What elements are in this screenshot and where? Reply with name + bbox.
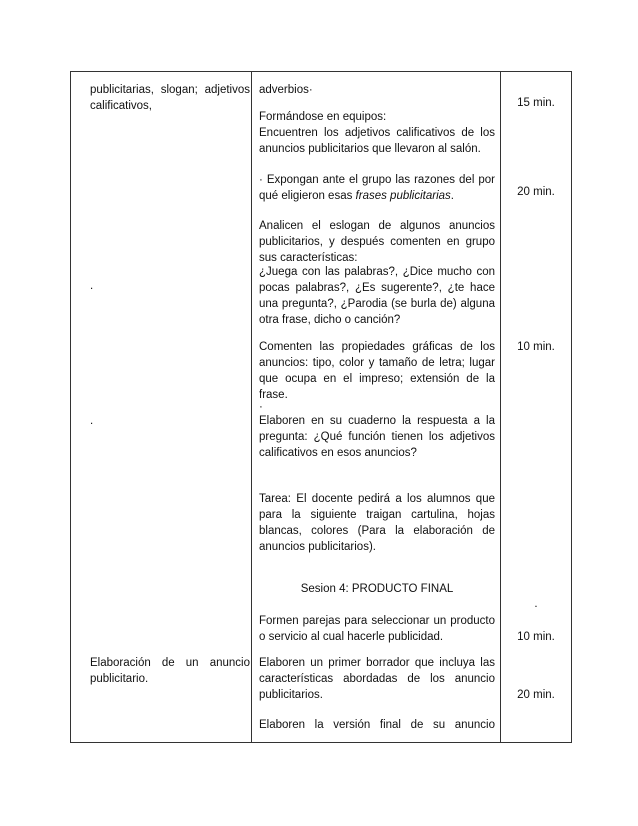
activity-text-part: qué eligieron esas (259, 190, 356, 202)
activity-text: Elaboren un primer borrador que incluya las (259, 657, 495, 669)
activities-column (252, 72, 501, 743)
activity-text: que ocupa en el impreso; extensión de la (259, 373, 495, 385)
activity-text: otra frase, dicho o canción? (259, 314, 401, 326)
activity-text: anuncios publicitarios). (259, 541, 376, 553)
activity-text: anuncios: tipo, color y tamaño de letra; lugar (259, 357, 495, 369)
content-column (71, 72, 252, 743)
activity-text: Tarea: El docente pedirá a los alumnos que (259, 493, 495, 505)
lesson-plan-table (70, 71, 572, 743)
bullet-dot: · (259, 401, 263, 413)
activity-text: Elaboren la versión final de su anuncio (259, 719, 495, 731)
activity-text: Formen parejas para seleccionar un producto (259, 615, 495, 627)
activity-text: blancas, colores (Para la elaboración de (259, 525, 495, 537)
activity-text: · Expongan ante el grupo las razones del por (259, 174, 495, 186)
time-label: 10 min. (517, 341, 555, 353)
time-label: 20 min. (517, 689, 555, 701)
activity-text: adverbios· (259, 84, 313, 96)
activity-text: Elaboren en su cuaderno la respuesta a la (259, 415, 495, 427)
content-text: calificativos, (90, 100, 152, 112)
activity-text-italic: frases publicitarias (355, 190, 451, 202)
table-row (71, 72, 572, 743)
activity-text: ¿Juega con las palabras?, ¿Dice mucho con (259, 266, 495, 278)
activity-text: Analicen el eslogan de algunos anuncios (259, 220, 495, 232)
content-text: publicitario. (90, 673, 149, 685)
bullet-dot: . (90, 280, 94, 292)
activity-text: calificativos en esos anuncios? (259, 447, 417, 459)
activity-text: pregunta: ¿Qué función tienen los adjetivos (259, 431, 495, 443)
activity-text: Encuentren los adjetivos calificativos de los (259, 127, 495, 139)
time-label: 20 min. (517, 186, 555, 198)
activity-text: características abordadas de los anuncio (259, 673, 495, 685)
activity-text: anuncios publicitarios que llevaron al salón. (259, 143, 481, 155)
activity-text (259, 189, 495, 204)
activity-text: sus características: (259, 252, 358, 264)
activity-text: Comenten las propiedades gráficas de los (259, 341, 495, 353)
activity-text: publicitarios. (259, 689, 323, 701)
activity-text-part: . (450, 190, 454, 202)
activity-text: Formándose en equipos: (259, 111, 387, 123)
time-label: 10 min. (517, 631, 555, 643)
bullet-dot: . (90, 415, 94, 427)
activity-text: una pregunta?, ¿Parodia (se burla de) alguna (259, 298, 495, 310)
activity-text: pocas palabras?, ¿Es sugerente?, ¿te hace (259, 282, 495, 294)
content-text: Elaboración de un anuncio (90, 657, 250, 669)
time-column (501, 72, 572, 743)
content-text: publicitarias, slogan; adjetivos (90, 84, 250, 96)
bullet-dot: . (534, 598, 538, 610)
session-title: Sesion 4: PRODUCTO FINAL (300, 583, 454, 595)
activity-text: o servicio al cual hacerle publicidad. (259, 631, 444, 643)
activity-text: publicitarios, y después comenten en grupo (259, 236, 495, 248)
time-label: 15 min. (517, 97, 555, 109)
activity-text: frase. (259, 389, 288, 401)
activity-text: para la siguiente traigan cartulina, hojas (259, 509, 495, 521)
